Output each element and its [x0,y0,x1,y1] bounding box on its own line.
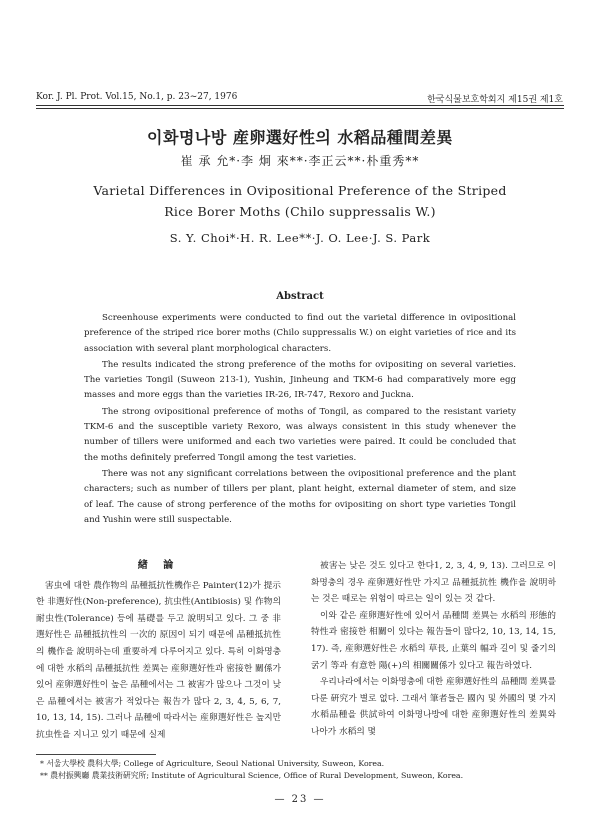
title-korean: 이화명나방 産卵選好性의 水稻品種間差異 [147,128,453,147]
section-heading-introduction: 緖 論 [137,560,180,571]
journal-name-korean: 한국식물보호학회지 제15권 제1호 [427,95,563,105]
abstract-paragraph: There was not any significant correlations between the ovipositional preference and the plant characters; such as number of tillers per plant, plant height, external diameter of stem, and size of leaf. The cause of strong perference of the moths for ovipositing on short type varieties Tongil and Yushin were still suspectable. [84,468,516,525]
footnote-affiliation-2: ** 農村振興廳 農業技術硏究所; Institute of Agricultural Science, Office of Rural Development, Suweon, Korea. [40,771,464,780]
title-english-line2: Rice Borer Moths (Chilo suppressalis W.) [164,204,436,219]
body-paragraph: 이와 같은 産卵選好性에 있어서 品種間 差異는 水稻의 形態的 特性과 密接한 相關이 있다는 報告들이 많다2, 10, 13, 14, 15, 17). 즉, 産卵選好性은 水稻의 草長, 止葉의 幅과 길이 및 줄기의 굵기 等과 有意한 陽(+)의 相關關係가 있다고 報告하였다. [311,610,556,671]
body-paragraph: 被害는 낮은 것도 있다고 한다1, 2, 3, 4, 9, 13). 그러므로 이화명충의 경우 産卵選好性만 가지고 品種抵抗性 機作을 說明하는 것은 때로는 위험이 따르는 일이 있는 것 같다. [311,561,556,605]
abstract-body [84,311,516,529]
left-column [36,558,281,744]
journal-citation: Kor. J. Pl. Prot. Vol.15, No.1, p. 23~27, 1976 [36,92,238,102]
abstract-paragraph: The strong ovipositional preference of moths of Tongil, as compared to the resistant variety TKM-6 and the susceptible variety Rexoro, was always consistent in this study whenever the number of tillers were uniformed and each two varieties were paired. It could be concluded that the moths definitely preferred Tongil among the test varieties. [84,406,516,463]
footnote-rule [36,754,156,755]
header-rule [36,105,564,106]
abstract-paragraph: Screenhouse experiments were conducted to find out the varietal difference in ovipositional preference of the striped rice borer moths (Chilo suppressalis W.) on eight varieties of rice and its association with several plant morphological characters. [84,313,516,354]
body-paragraph: 害虫에 대한 農作物의 品種抵抗性機作은 Painter(12)가 提示한 非選好性(Non-preference), 抗虫性(Antibiosis) 및 作物의 耐虫性(Tolerance) 등에 基礎를 두고 說明되고 있다. 그 중 非選好性은 品種抵抗性의 一次的 原因이 되기 때문에 品種抵抗性의 機作을 說明하는데 重要하게 다루어지고 있다. 특히 이화명충에 대한 水稻의 品種抵抗性 差異는 産卵選好性과 密接한 關係가 있어 産卵選好性이 높은 品種에서는 그 被害가 많으나 그것이 낮은 品種에서는 被害가 적었다는 報告가 많다 2, 3, 4, 5, 6, 7, 10, 13, 14, 15). 그러나 品種에 따라서는 産卵選好性은 높지만 抗虫性을 지니고 있기 때문에 실제 [36,580,281,740]
abstract-heading: Abstract [276,291,324,302]
right-column [311,558,556,741]
body-paragraph: 우리나라에서는 이화명충에 대한 産卵選好性의 品種間 差異를 다룬 硏究가 별로 없다. 그래서 筆者들은 國內 및 外國의 몇 가지 水稻品種을 供試하여 이화명나방에 대한 産卵選好性의 差異와 나아가 水稻의 몇 [311,677,556,737]
header-rule-thick [36,108,564,109]
abstract-paragraph: The results indicated the strong preference of the moths for ovipositing on several varieties. The varieties Tongil (Suweon 213-1), Yushin, Jinheung and TKM-6 had comparatively more egg masses and more eggs than the varieties IR-26, IR-747, Rexoro and Juckna. [84,359,516,401]
authors-korean: 崔 承 允*·李 炯 來**·李正云**·朴重秀** [180,154,420,168]
authors-english: S. Y. Choi*·H. R. Lee**·J. O. Lee·J. S. Park [169,231,431,245]
page-number: — 23 — [274,794,326,805]
footnote-affiliation-1: * 서울大學校 農科大學; College of Agriculture, Seoul National University, Suweon, Korea. [40,759,385,768]
title-english-line1: Varietal Differences in Ovipositional Preference of the Striped [93,183,507,198]
